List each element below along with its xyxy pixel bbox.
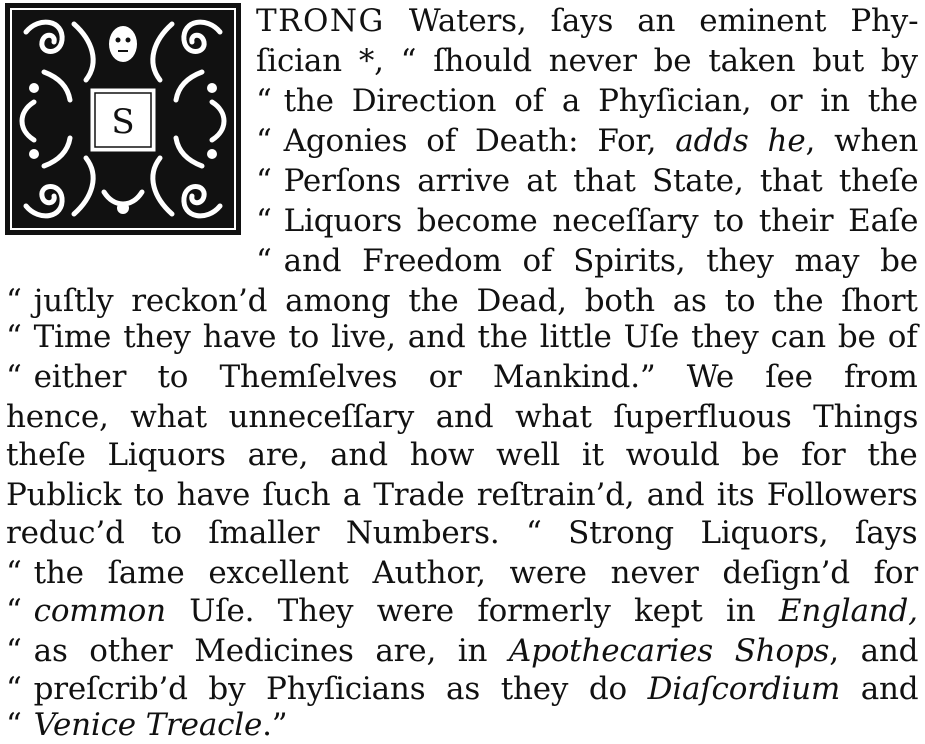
quote-mark: “ xyxy=(256,83,272,119)
quote-mark: “ xyxy=(256,243,272,279)
woodcut-initial-icon xyxy=(4,2,242,236)
text-line xyxy=(6,358,918,396)
text-run: reduc’d to ſmaller Numbers. “ Strong Liquors, ſays xyxy=(6,515,918,551)
text-line xyxy=(256,42,918,80)
text-run: TRONG xyxy=(256,3,385,39)
quote-mark: “ xyxy=(6,319,22,355)
text-line xyxy=(256,242,918,280)
text-line xyxy=(256,162,918,200)
text-line xyxy=(256,122,918,160)
ornamental-initial xyxy=(4,2,242,236)
quote-mark: “ xyxy=(6,633,22,669)
text-run: ſician *, “ ſhould never be taken but by xyxy=(256,43,918,79)
italic-text: Diaſcordium xyxy=(647,671,841,707)
text-run: Liquors become neceſſary to their Eaſe xyxy=(283,203,919,239)
text-run: the ſame excellent Author, were never deſign’d for xyxy=(33,555,919,591)
quote-mark: “ xyxy=(6,283,22,319)
text-line xyxy=(6,554,918,592)
quote-mark: “ xyxy=(6,359,22,395)
quote-mark: “ xyxy=(256,203,272,239)
drop-cap-letter: S xyxy=(111,102,135,142)
text-run: the Direction of a Phyſician, or in the xyxy=(283,83,918,119)
text-line xyxy=(256,2,918,40)
quote-mark: “ xyxy=(6,671,22,707)
text-run: .” xyxy=(262,707,288,743)
text-run: Agonies of Death: For, xyxy=(283,123,676,159)
text-line xyxy=(6,632,918,670)
text-line xyxy=(256,202,918,240)
quote-mark: “ xyxy=(6,593,22,629)
text-run: preſcrib’d by Phyſicians as they do xyxy=(33,671,648,707)
italic-text: common xyxy=(33,593,166,629)
text-run: theſe Liquors are, and how well it would be for the xyxy=(6,437,918,473)
text-line xyxy=(6,436,918,474)
italic-text: England, xyxy=(778,593,918,629)
italic-text: adds he xyxy=(675,123,806,159)
text-line xyxy=(256,82,918,120)
text-run: , and xyxy=(829,633,919,669)
italic-text: Apothecaries Shops xyxy=(508,633,830,669)
quote-mark: “ xyxy=(6,555,22,591)
text-run: Perſons arrive at that State, that theſe xyxy=(283,163,919,199)
text-run: Waters, ſays an eminent Phy- xyxy=(384,3,919,39)
text-line xyxy=(6,706,287,744)
text-run: and xyxy=(840,671,919,707)
quote-mark: “ xyxy=(256,123,272,159)
text-run: Uſe. They were formerly kept in xyxy=(165,593,779,629)
text-run: Time they have to live, and the little Uſe they can be of xyxy=(33,319,918,355)
text-run: and Freedom of Spirits, they may be xyxy=(283,243,918,279)
text-run: as other Medicines are, in xyxy=(33,633,509,669)
text-run: hence, what unneceſſary and what ſuperfluous Things xyxy=(6,399,919,435)
quote-mark: “ xyxy=(6,707,22,743)
text-line xyxy=(6,670,918,708)
text-line xyxy=(6,282,918,320)
quote-mark: “ xyxy=(256,163,272,199)
text-line xyxy=(6,476,918,514)
text-line xyxy=(6,398,918,436)
text-run: juſtly reckon’d among the Dead, both as to the ſhort xyxy=(33,283,918,319)
text-line xyxy=(6,592,918,630)
italic-text: Venice Treacle xyxy=(33,707,263,743)
text-run: , when xyxy=(805,123,919,159)
text-line xyxy=(6,318,918,356)
text-run: Publick to have ſuch a Trade reſtrain’d, and its Followers xyxy=(6,477,918,513)
text-line xyxy=(6,514,918,552)
text-run: either to Themſelves or Mankind.” We ſee from xyxy=(33,359,918,395)
